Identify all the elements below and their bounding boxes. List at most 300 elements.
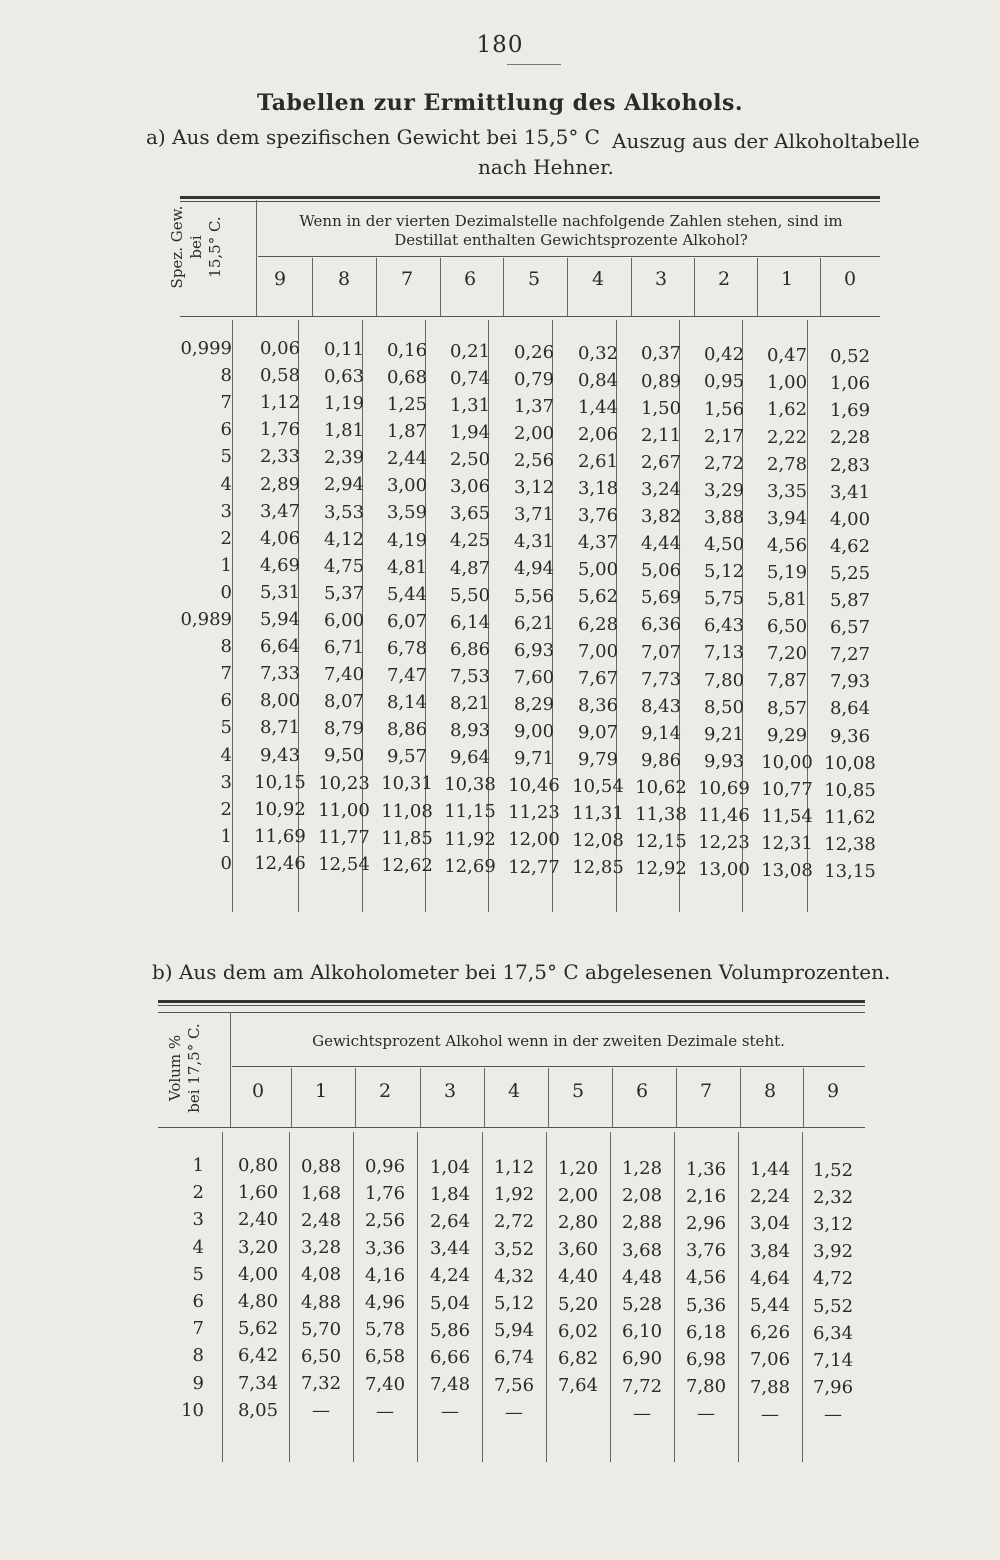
table-a-header-rule bbox=[258, 256, 880, 257]
section_a-table-cell: 2,67 bbox=[640, 451, 682, 473]
section_b-table-cell: 3,68 bbox=[621, 1239, 663, 1261]
section_a-row-label: 8 bbox=[220, 636, 232, 658]
section_a-row-label: 1 bbox=[220, 554, 232, 576]
section_a-table-cell: 7,00 bbox=[577, 640, 619, 662]
section_b-table-cell: 7,34 bbox=[237, 1372, 279, 1394]
section_b-table-cell: 1,92 bbox=[493, 1184, 535, 1206]
section_b-table-cell: 2,08 bbox=[621, 1185, 663, 1207]
section_a-table-cell: 12,23 bbox=[698, 832, 750, 854]
section_a-table-cell: 10,77 bbox=[761, 778, 813, 800]
section_a-table-cell: 2,28 bbox=[829, 427, 871, 449]
section_a-table-cell: 1,12 bbox=[259, 392, 301, 414]
section_a-table-cell: 7,27 bbox=[829, 644, 871, 666]
table-a-body-rule bbox=[180, 316, 880, 317]
section_a-table-cell: 1,62 bbox=[766, 399, 808, 421]
section_a-column-number: 3 bbox=[654, 268, 668, 290]
section_a-table-cell: 7,93 bbox=[829, 671, 871, 693]
section_b-table-cell: 7,48 bbox=[429, 1374, 471, 1396]
section_a-table-cell: 11,54 bbox=[761, 805, 813, 827]
section_b-table-cell: 7,14 bbox=[812, 1349, 854, 1371]
section_a-column-number: 0 bbox=[843, 268, 857, 290]
section_a-table-cell: 0,89 bbox=[640, 370, 682, 392]
section_b-row-label: 9 bbox=[192, 1372, 204, 1394]
section_a-column-number: 7 bbox=[400, 268, 414, 290]
section_b-table-cell: 6,90 bbox=[621, 1348, 663, 1370]
section_a-table-cell: 4,56 bbox=[766, 534, 808, 556]
section_a-table-cell: 13,15 bbox=[824, 861, 876, 882]
section_b-table-cell: 2,00 bbox=[557, 1184, 599, 1206]
section_a-table-cell: 0,74 bbox=[449, 367, 491, 389]
section_b-table-cell: 6,18 bbox=[685, 1321, 727, 1343]
section_a-table-cell: 4,69 bbox=[259, 554, 301, 576]
section_a-table-cell: 6,14 bbox=[449, 611, 491, 633]
table-b-header-rule bbox=[232, 1066, 865, 1067]
section_b-table-cell: — bbox=[761, 1403, 779, 1425]
section_b-column-number: 1 bbox=[314, 1080, 328, 1102]
section_a-table-cell: 1,19 bbox=[323, 393, 365, 415]
section_a-table-cell: 0,11 bbox=[323, 338, 365, 360]
section_a-table-cell: 6,28 bbox=[577, 613, 619, 635]
section_b-table-cell: 5,20 bbox=[557, 1293, 599, 1315]
section_a-column-number: 6 bbox=[463, 268, 477, 290]
section_b-column-number: 0 bbox=[251, 1080, 265, 1102]
section_b-table-cell: 6,50 bbox=[300, 1345, 342, 1367]
section_b-table-cell: 4,40 bbox=[557, 1266, 599, 1288]
section_a-table-cell: 12,38 bbox=[824, 833, 876, 855]
section_a-table-cell: 9,79 bbox=[577, 749, 619, 770]
section_a-table-cell: 10,92 bbox=[254, 798, 306, 820]
section_a-table-cell: 2,89 bbox=[259, 473, 301, 495]
section_a-table-cell: 8,71 bbox=[259, 717, 301, 739]
section_a-table-cell: 7,60 bbox=[513, 666, 555, 688]
section_a-table-cell: 0,26 bbox=[513, 341, 555, 363]
section_b-table-cell: — bbox=[376, 1400, 394, 1422]
section_a-column-divider bbox=[256, 200, 257, 316]
table-b-row-header bbox=[166, 1018, 204, 1118]
section_a-table-cell: 9,86 bbox=[640, 749, 682, 771]
section_a-table-cell: 11,08 bbox=[381, 800, 433, 822]
section_b-column-number: 5 bbox=[571, 1080, 585, 1102]
section_a-table-cell: 0,37 bbox=[640, 343, 682, 365]
section_a-table-cell: 9,71 bbox=[513, 748, 555, 770]
section_a-table-cell: 2,17 bbox=[703, 425, 745, 447]
section_a-table-cell: 11,62 bbox=[824, 806, 876, 828]
section_b-table-cell: 0,96 bbox=[364, 1156, 406, 1177]
section_a-table-cell: 10,85 bbox=[824, 779, 876, 801]
section-a-heading: a) Aus dem spezifischen Gewicht bei 15,5° C bbox=[146, 125, 600, 149]
section_b-table-cell: 2,48 bbox=[300, 1209, 342, 1231]
section_a-table-cell: 0,79 bbox=[513, 368, 555, 390]
section_a-table-cell: 3,24 bbox=[640, 478, 682, 500]
section_a-table-cell: 7,20 bbox=[766, 643, 808, 665]
section_a-column-divider bbox=[567, 258, 568, 316]
table-b-body-rule bbox=[158, 1127, 865, 1128]
section_b-table-cell: 5,62 bbox=[237, 1318, 279, 1340]
section_a-table-cell: 5,75 bbox=[703, 588, 745, 610]
section_b-table-cell: 7,72 bbox=[621, 1375, 663, 1397]
section_b-table-cell: 4,48 bbox=[621, 1266, 663, 1288]
section_a-table-cell: 2,94 bbox=[323, 474, 365, 496]
section_b-table-cell: 6,58 bbox=[364, 1346, 406, 1368]
section_a-row-label: 0,999 bbox=[180, 338, 232, 359]
section_b-table-cell: 4,80 bbox=[237, 1291, 279, 1312]
section_a-table-cell: 10,69 bbox=[698, 777, 750, 799]
section_a-table-cell: 1,00 bbox=[766, 372, 808, 394]
section_a-table-cell: 4,19 bbox=[386, 529, 428, 551]
section_a-table-cell: 2,83 bbox=[829, 454, 871, 476]
section_a-table-cell: 10,62 bbox=[635, 777, 687, 798]
section_a-table-cell: 7,07 bbox=[640, 641, 682, 663]
section_a-table-cell: 1,94 bbox=[449, 422, 491, 443]
section_a-table-cell: 4,00 bbox=[829, 508, 871, 530]
section_a-table-cell: 12,08 bbox=[572, 830, 624, 852]
section_a-table-cell: 9,14 bbox=[640, 722, 682, 744]
section_a-table-cell: 2,06 bbox=[577, 423, 619, 445]
section_a-table-cell: 5,00 bbox=[577, 559, 619, 581]
section_a-table-cell: 2,50 bbox=[449, 449, 491, 471]
section_b-table-cell: 4,08 bbox=[300, 1264, 342, 1286]
section_a-table-cell: 3,12 bbox=[513, 477, 555, 499]
section_b-table-cell: 6,66 bbox=[429, 1346, 471, 1368]
section_a-table-cell: 11,69 bbox=[254, 825, 306, 847]
section_a-table-cell: 7,40 bbox=[323, 664, 365, 686]
section_a-table-cell: 12,85 bbox=[572, 857, 624, 879]
section_a-table-cell: 5,25 bbox=[829, 562, 871, 584]
section_b-table-cell: 4,16 bbox=[364, 1264, 406, 1286]
section_b-column-divider bbox=[222, 1132, 223, 1462]
section_b-table-cell: 5,78 bbox=[364, 1319, 406, 1341]
section_a-column-number: 9 bbox=[273, 268, 287, 290]
section_a-table-cell: 10,00 bbox=[761, 751, 813, 773]
section_b-table-cell: — bbox=[824, 1404, 842, 1426]
section_b-table-cell: 7,56 bbox=[493, 1374, 535, 1396]
section_a-table-cell: 5,69 bbox=[640, 587, 682, 609]
section_a-table-cell: 2,72 bbox=[703, 452, 745, 474]
table-a-row-header-line3: 15,5° C. bbox=[206, 216, 224, 278]
section_a-table-cell: 6,00 bbox=[323, 609, 365, 631]
section_a-table-cell: 5,12 bbox=[703, 561, 745, 583]
section_a-table-cell: 8,57 bbox=[766, 697, 808, 719]
section_a-table-cell: 9,50 bbox=[323, 745, 365, 767]
section_b-table-cell: 5,36 bbox=[685, 1294, 727, 1316]
section_b-column-divider bbox=[612, 1068, 613, 1127]
section_b-table-cell: 6,26 bbox=[749, 1322, 791, 1344]
section_a-table-cell: 11,46 bbox=[698, 805, 750, 826]
section_b-table-cell: 7,40 bbox=[364, 1373, 406, 1395]
section_a-table-cell: 3,59 bbox=[386, 502, 428, 524]
table-a-row-header bbox=[168, 192, 225, 302]
table-a-column-header-line1: Wenn in der vierten Dezimalstelle nachfolgende Zahlen stehen, sind im bbox=[299, 212, 843, 230]
section_a-table-cell: 9,07 bbox=[577, 721, 619, 743]
section_a-table-cell: 8,36 bbox=[577, 694, 619, 716]
section_a-table-cell: 12,62 bbox=[381, 854, 433, 876]
section_b-table-cell: 4,32 bbox=[493, 1265, 535, 1287]
section_a-table-cell: 12,92 bbox=[635, 858, 687, 880]
section_b-table-cell: 1,20 bbox=[557, 1157, 599, 1179]
section_b-table-cell: 7,96 bbox=[812, 1377, 854, 1399]
section_a-table-cell: 11,15 bbox=[444, 801, 496, 823]
section_a-table-cell: 6,43 bbox=[703, 615, 745, 637]
section_a-table-cell: 11,92 bbox=[444, 828, 496, 850]
section_a-table-cell: 1,37 bbox=[513, 395, 555, 417]
section_a-table-cell: 0,16 bbox=[386, 339, 428, 361]
section_b-column-divider bbox=[548, 1068, 549, 1127]
section_a-table-cell: 6,93 bbox=[513, 639, 555, 661]
section_a-table-cell: 7,53 bbox=[449, 665, 491, 687]
section_b-column-divider bbox=[740, 1068, 741, 1127]
section_a-table-cell: 10,15 bbox=[254, 771, 306, 793]
section_a-column-number: 4 bbox=[591, 268, 605, 290]
table-b-column-header: Gewichtsprozent Alkohol wenn in der zweiten Dezimale steht. bbox=[312, 1032, 785, 1050]
section_a-column-divider bbox=[440, 258, 441, 316]
section_a-table-cell: 7,13 bbox=[703, 642, 745, 664]
section_b-table-cell: 4,56 bbox=[685, 1267, 727, 1289]
section_a-table-cell: 9,29 bbox=[766, 724, 808, 746]
section_a-row-label: 0,989 bbox=[180, 609, 232, 630]
section_a-table-cell: 6,21 bbox=[513, 612, 555, 634]
table-a-column-header bbox=[262, 212, 880, 250]
section_b-table-cell: 1,68 bbox=[300, 1182, 342, 1204]
section-a-source-line1: Auszug aus der Alkoholtabelle bbox=[612, 129, 920, 153]
section_a-row-label: 7 bbox=[220, 663, 232, 685]
section_b-table-cell: 0,80 bbox=[237, 1155, 279, 1176]
section_b-column-divider bbox=[484, 1068, 485, 1127]
section_b-table-cell: 0,88 bbox=[300, 1155, 342, 1177]
section_a-table-cell: 11,31 bbox=[572, 803, 624, 825]
section_a-table-cell: 13,00 bbox=[698, 859, 750, 881]
section_a-row-label: 8 bbox=[220, 365, 232, 387]
section_b-table-cell: 2,80 bbox=[557, 1211, 599, 1233]
table-b-row-header-line1: Volum % bbox=[166, 1034, 184, 1102]
section_b-table-cell: 5,28 bbox=[621, 1294, 663, 1315]
section_b-table-cell: 1,12 bbox=[493, 1157, 535, 1178]
section_a-table-cell: 7,33 bbox=[259, 663, 301, 685]
section_b-table-cell: 1,04 bbox=[429, 1156, 471, 1178]
section_a-row-label: 2 bbox=[220, 798, 232, 820]
section_a-table-cell: 7,47 bbox=[386, 665, 428, 686]
section_b-table-cell: 2,64 bbox=[429, 1210, 471, 1232]
section_a-table-cell: 5,37 bbox=[323, 582, 365, 604]
section_b-table-cell: 3,36 bbox=[364, 1237, 406, 1259]
section_b-column-number: 6 bbox=[635, 1080, 649, 1102]
section_a-table-cell: 1,56 bbox=[703, 398, 745, 420]
section_a-table-cell: 4,12 bbox=[323, 528, 365, 550]
section_b-column-divider bbox=[230, 1012, 231, 1127]
section_a-table-cell: 12,15 bbox=[635, 831, 687, 853]
table-b-row-header-line2: bei 17,5° C. bbox=[185, 1023, 203, 1113]
section_b-column-number: 8 bbox=[763, 1080, 777, 1102]
section_a-table-cell: 0,42 bbox=[703, 344, 745, 366]
section_a-table-cell: 10,54 bbox=[572, 776, 624, 798]
section_b-table-cell: 4,88 bbox=[300, 1291, 342, 1313]
section_a-table-cell: 8,43 bbox=[640, 695, 682, 717]
section_a-table-cell: 8,64 bbox=[829, 698, 871, 720]
section_b-table-cell: 1,84 bbox=[429, 1183, 471, 1205]
page-title: Tabellen zur Ermittlung des Alkohols. bbox=[256, 90, 744, 116]
section_a-table-cell: 13,08 bbox=[761, 860, 813, 882]
section_a-table-cell: 5,44 bbox=[386, 583, 428, 605]
table-a-column-header-line2: Destillat enthalten Gewichtsprozente Alkohol? bbox=[394, 231, 748, 249]
section_a-table-cell: 8,21 bbox=[449, 693, 491, 714]
section_b-table-cell: 6,34 bbox=[812, 1322, 854, 1344]
section_a-column-divider bbox=[503, 258, 504, 316]
section_b-table-cell: 1,36 bbox=[685, 1158, 727, 1180]
section_b-table-cell: 7,88 bbox=[749, 1376, 791, 1398]
section_a-column-divider bbox=[376, 258, 377, 316]
section_a-table-cell: 6,78 bbox=[386, 637, 428, 659]
section_a-table-cell: 4,44 bbox=[640, 533, 682, 555]
table-b-top-rule-3 bbox=[158, 1012, 865, 1013]
section_a-table-cell: 8,07 bbox=[323, 691, 365, 713]
page-number-rule bbox=[507, 64, 561, 65]
section_a-table-cell: 0,06 bbox=[259, 338, 301, 359]
section_b-table-cell: 5,86 bbox=[429, 1319, 471, 1341]
section_a-table-cell: 11,23 bbox=[508, 802, 560, 824]
section_a-table-cell: 3,00 bbox=[386, 475, 428, 497]
section_b-table-cell: 6,82 bbox=[557, 1347, 599, 1369]
section-a-source-line2: nach Hehner. bbox=[478, 155, 614, 179]
section_a-table-cell: 7,80 bbox=[703, 669, 745, 691]
section_b-column-number: 9 bbox=[826, 1080, 840, 1102]
section_a-table-cell: 11,00 bbox=[318, 799, 370, 821]
page-number: 180 bbox=[476, 32, 524, 58]
section_a-table-cell: 3,88 bbox=[703, 506, 745, 528]
section_a-table-cell: 0,21 bbox=[449, 340, 491, 362]
section_b-table-cell: 2,56 bbox=[364, 1210, 406, 1232]
section_a-table-cell: 12,54 bbox=[318, 853, 370, 875]
section_b-row-label: 6 bbox=[192, 1291, 204, 1312]
section_b-row-label: 1 bbox=[192, 1155, 204, 1176]
section_a-table-cell: 12,31 bbox=[761, 833, 813, 854]
section_a-table-cell: 1,87 bbox=[386, 421, 428, 443]
section_b-table-cell: 7,80 bbox=[685, 1376, 727, 1398]
section_a-table-cell: 4,31 bbox=[513, 531, 555, 553]
section_a-column-divider bbox=[312, 258, 313, 316]
section_a-table-cell: 3,06 bbox=[449, 476, 491, 498]
section_b-table-cell: 2,16 bbox=[685, 1185, 727, 1207]
section_b-row-label: 2 bbox=[192, 1182, 204, 1204]
section_b-table-cell: 4,64 bbox=[749, 1267, 791, 1289]
section_b-table-cell: 5,94 bbox=[493, 1320, 535, 1342]
section_b-column-number: 7 bbox=[699, 1080, 713, 1102]
section_a-table-cell: 6,07 bbox=[386, 610, 428, 632]
section_a-table-cell: 11,85 bbox=[381, 827, 433, 849]
section_a-table-cell: 6,57 bbox=[829, 617, 871, 639]
section_a-column-divider bbox=[820, 258, 821, 316]
section_b-table-cell: 3,12 bbox=[812, 1213, 854, 1235]
section_b-column-number: 4 bbox=[507, 1080, 521, 1102]
section_a-column-number: 2 bbox=[717, 268, 731, 290]
section_b-table-cell: 2,32 bbox=[812, 1186, 854, 1208]
section_a-table-cell: 10,08 bbox=[824, 752, 876, 774]
section_a-table-cell: 3,29 bbox=[703, 479, 745, 501]
section_a-table-cell: 1,76 bbox=[259, 419, 301, 441]
section_b-table-cell: 8,05 bbox=[237, 1399, 279, 1421]
section_a-table-cell: 7,73 bbox=[640, 668, 682, 690]
section_a-table-cell: 8,14 bbox=[386, 692, 428, 714]
section_a-table-cell: 9,36 bbox=[829, 725, 871, 747]
section_a-table-cell: 6,71 bbox=[323, 637, 365, 658]
section_a-table-cell: 10,46 bbox=[508, 775, 560, 797]
section_a-row-label: 4 bbox=[220, 473, 232, 495]
section_b-table-cell: 7,06 bbox=[749, 1349, 791, 1371]
section_a-column-divider bbox=[232, 320, 233, 912]
section_a-table-cell: 8,29 bbox=[513, 693, 555, 715]
section_b-table-cell: 5,12 bbox=[493, 1293, 535, 1314]
section_b-column-divider bbox=[291, 1068, 292, 1127]
section_a-table-cell: 0,68 bbox=[386, 366, 428, 388]
section_b-table-cell: 3,44 bbox=[429, 1238, 471, 1260]
section_a-row-label: 0 bbox=[220, 852, 232, 874]
section_a-table-cell: 2,61 bbox=[577, 450, 619, 472]
section_b-table-cell: 2,88 bbox=[621, 1212, 663, 1234]
section_a-table-cell: 9,43 bbox=[259, 744, 301, 766]
section_a-table-cell: 1,69 bbox=[829, 400, 871, 422]
section_b-table-cell: 6,42 bbox=[237, 1345, 279, 1367]
section_a-table-cell: 11,77 bbox=[318, 826, 370, 848]
section_a-table-cell: 9,21 bbox=[703, 723, 745, 745]
section_b-table-cell: 2,72 bbox=[493, 1211, 535, 1233]
section_b-row-label: 3 bbox=[192, 1209, 204, 1231]
section_a-table-cell: 4,50 bbox=[703, 534, 745, 555]
section_b-table-cell: 4,72 bbox=[812, 1268, 854, 1290]
section_a-table-cell: 2,00 bbox=[513, 422, 555, 444]
section-b-heading: b) Aus dem am Alkoholometer bei 17,5° C abgelesenen Volumprozenten. bbox=[152, 960, 891, 984]
section_a-table-cell: 11,38 bbox=[635, 804, 687, 826]
section_a-table-cell: 2,11 bbox=[640, 424, 682, 446]
section_b-table-cell: 1,76 bbox=[364, 1183, 406, 1205]
section_b-column-divider bbox=[355, 1068, 356, 1127]
section_a-table-cell: 4,81 bbox=[386, 556, 428, 578]
section_a-table-cell: 4,62 bbox=[829, 535, 871, 557]
section_b-column-number: 3 bbox=[443, 1080, 457, 1102]
section_a-table-cell: 1,06 bbox=[829, 373, 871, 395]
section_a-table-cell: 1,81 bbox=[323, 420, 365, 442]
section_a-table-cell: 3,71 bbox=[513, 504, 555, 526]
section_b-table-cell: — bbox=[633, 1402, 651, 1424]
section_a-table-cell: 0,32 bbox=[577, 342, 619, 364]
section_b-table-cell: 2,96 bbox=[685, 1212, 727, 1234]
section_a-table-cell: 4,94 bbox=[513, 558, 555, 580]
section_b-table-cell: 3,28 bbox=[300, 1237, 342, 1259]
section_a-table-cell: 4,87 bbox=[449, 557, 491, 579]
section_b-table-cell: 1,44 bbox=[749, 1159, 791, 1180]
section_a-table-cell: 3,18 bbox=[577, 478, 619, 499]
section_a-table-cell: 3,47 bbox=[259, 500, 301, 522]
section_a-table-cell: 12,77 bbox=[508, 856, 560, 878]
section_a-table-cell: 5,81 bbox=[766, 589, 808, 611]
section_a-table-cell: 5,31 bbox=[259, 581, 301, 603]
section_b-table-cell: 7,32 bbox=[300, 1373, 342, 1395]
section_b-row-label: 7 bbox=[192, 1318, 204, 1340]
section_a-table-cell: 1,31 bbox=[449, 394, 491, 416]
section_b-row-label: 5 bbox=[192, 1263, 204, 1285]
section_a-table-cell: 8,86 bbox=[386, 719, 428, 741]
section_a-column-divider bbox=[757, 258, 758, 316]
section_b-table-cell: 6,98 bbox=[685, 1348, 727, 1370]
table-a-top-rule bbox=[180, 196, 880, 199]
section_a-table-cell: 6,64 bbox=[259, 636, 301, 658]
section_b-table-cell: 3,04 bbox=[749, 1213, 791, 1235]
section_a-column-number: 1 bbox=[780, 268, 794, 290]
section_b-table-cell: 3,60 bbox=[557, 1239, 599, 1261]
section_b-table-cell: 5,04 bbox=[429, 1292, 471, 1314]
section_a-column-divider bbox=[694, 258, 695, 316]
section_b-table-cell: 3,20 bbox=[237, 1236, 279, 1258]
section_a-row-label: 4 bbox=[220, 744, 232, 766]
section_a-row-label: 6 bbox=[220, 419, 232, 441]
section_a-column-number: 8 bbox=[337, 268, 351, 290]
